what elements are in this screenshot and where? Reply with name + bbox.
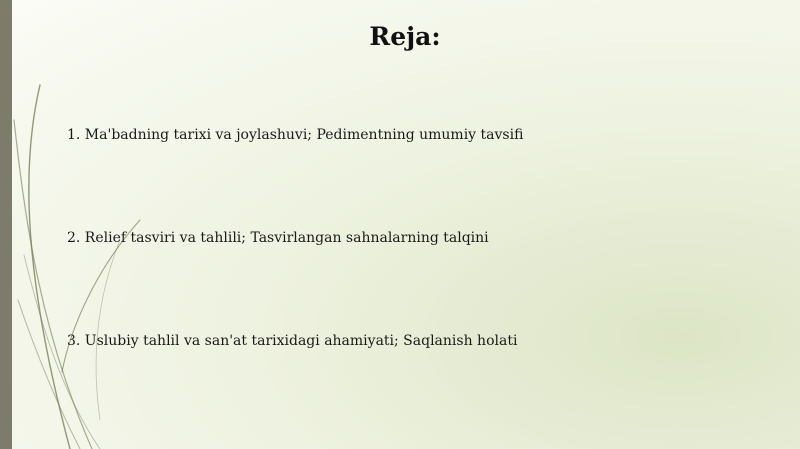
plan-item-2: 2. Relief tasviri va tahlili; Tasvirlangan sahnalarning talqini <box>67 230 489 246</box>
plan-item-1: 1. Ma'badning tarixi va joylashuvi; Pedimentning umumiy tavsifi <box>67 127 524 143</box>
plan-item-3: 3. Uslubiy tahlil va san'at tarixidagi ahamiyati; Saqlanish holati <box>67 333 518 349</box>
slide-title: Reja: <box>369 22 441 51</box>
